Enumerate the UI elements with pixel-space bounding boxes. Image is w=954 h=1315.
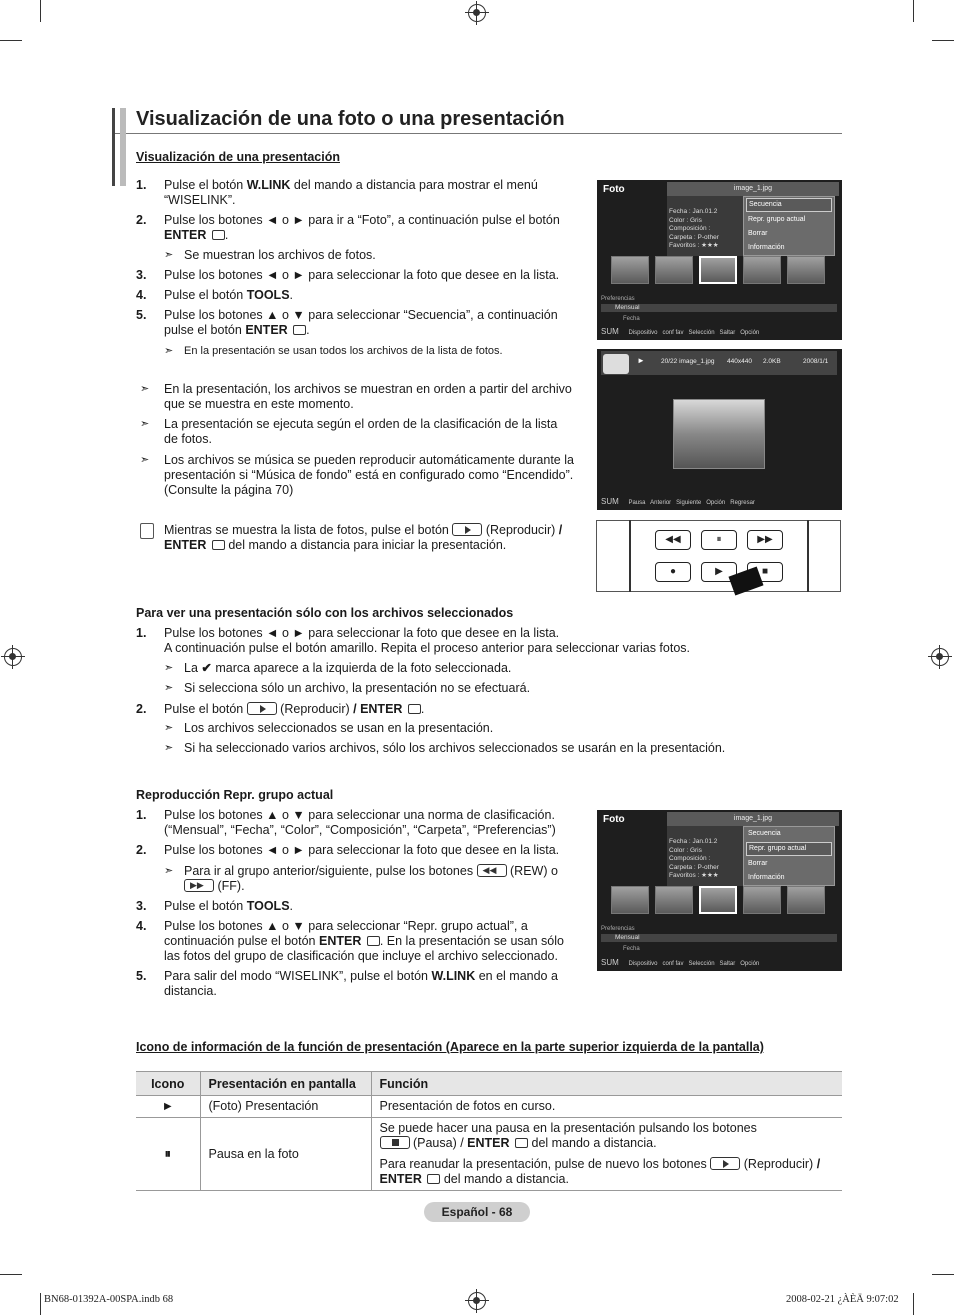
section-heading: Icono de información de la función de presentación (Aparece en la parte superior izquierda de la pantalla) — [136, 1040, 764, 1054]
menu-item[interactable]: Borrar — [748, 860, 768, 867]
thumbnail[interactable] — [655, 256, 693, 284]
crop-mark — [913, 0, 914, 22]
menu-item[interactable]: Secuencia — [746, 198, 832, 212]
section-heading: Para ver una presentación sólo con los archivos seleccionados — [136, 606, 514, 620]
page-title: Visualización de una foto o una presentación — [136, 108, 565, 130]
print-footer-left: BN68-01392A-00SPA.indb 68 — [44, 1294, 174, 1305]
thumbnail[interactable] — [743, 886, 781, 914]
thumbnail[interactable] — [611, 256, 649, 284]
record-button: ● — [655, 562, 691, 582]
section-heading: Reproducción Repr. grupo actual — [136, 788, 334, 802]
print-footer-right: 2008-02-21 ¿ÀÈÄ 9:07:02 — [786, 1294, 899, 1305]
thumbnail-strip — [611, 256, 829, 284]
slideshow-icon — [603, 354, 629, 374]
menu-item[interactable]: Secuencia — [748, 830, 781, 837]
pause-button: ⏸ — [701, 530, 737, 550]
screen-footer: SUM Dispositivo conf fav Selección Saltar Opción — [601, 327, 760, 336]
screen-footer: SUM Dispositivo conf fav Selección Saltar Opción — [601, 958, 760, 967]
section-heading: Visualización de una presentación — [136, 150, 340, 164]
crop-mark — [40, 1293, 41, 1315]
menu-item[interactable]: Borrar — [748, 230, 768, 237]
slideshow-photo — [673, 399, 765, 469]
remote-illustration — [596, 520, 841, 592]
play-icon: ► — [136, 1096, 200, 1118]
title-bar — [112, 108, 842, 134]
tv-screen-slideshow: ► 20/22 image_1.jpg 440x440 2.0KB 2008/1/1 SUM Pausa Anterior Siguiente Opción Regresar — [597, 349, 842, 510]
crop-mark — [40, 0, 41, 22]
tools-menu — [743, 826, 835, 886]
table-row: ► (Foto) Presentación Presentación de fotos en curso. — [136, 1096, 842, 1118]
menu-item[interactable]: Información — [748, 874, 785, 881]
menu-item[interactable]: Información — [748, 244, 785, 251]
thumbnail[interactable] — [743, 256, 781, 284]
thumbnail[interactable] — [611, 886, 649, 914]
crop-mark — [0, 1274, 22, 1275]
function-table — [136, 1071, 842, 1191]
registration-mark-icon — [468, 1292, 486, 1310]
rewind-button: ◀◀ — [655, 530, 691, 550]
thumbnail[interactable] — [787, 256, 825, 284]
thumbnail[interactable] — [699, 256, 737, 284]
fast-forward-button: ▶▶ — [747, 530, 783, 550]
stop-button: ■ — [747, 562, 783, 582]
registration-mark-icon — [468, 4, 486, 22]
tv-screen-photo-list: Foto image_1.jpg Fecha : Jan.01.2 Color : Gris Composición : Carpeta : P-other Favoritos : ★★★ Secuencia Repr. grupo actual Borrar Información Preferencias Mensual Fecha SUM Dispositivo conf fav Selección Saltar Opción — [597, 810, 842, 971]
crop-mark — [932, 1274, 954, 1275]
play-icon: ► — [637, 356, 645, 365]
photo-info: Fecha : Jan.01.2 Color : Gris Composición : Carpeta : P-other Favoritos : ★★★ — [669, 208, 719, 249]
thumbnail[interactable] — [699, 886, 737, 914]
screen-footer: SUM Pausa Anterior Siguiente Opción Regresar — [601, 497, 755, 506]
menu-item[interactable]: Repr. grupo actual — [746, 842, 832, 856]
table-header: Función — [371, 1072, 842, 1096]
page-number: Español - 68 — [424, 1202, 530, 1222]
thumbnail[interactable] — [787, 886, 825, 914]
thumbnail-strip — [611, 886, 829, 914]
note-icon — [140, 523, 154, 539]
pause-icon: ⏸ — [136, 1118, 200, 1191]
registration-mark-icon — [4, 648, 22, 666]
menu-item[interactable]: Repr. grupo actual — [748, 216, 806, 223]
table-header: Icono — [136, 1072, 200, 1096]
crop-mark — [932, 40, 954, 41]
registration-mark-icon — [931, 648, 949, 666]
title-decoration — [112, 108, 126, 186]
tv-screen-photo-list: Foto image_1.jpg Fecha : Jan.01.2 Color : Gris Composición : Carpeta : P-other Favoritos : ★★★ Secuencia Repr. grupo actual Borrar Información Preferencias Mensual Fecha SUM Dispositivo conf fav Selección Saltar Opción — [597, 180, 842, 340]
photo-info: Fecha : Jan.01.2 Color : Gris Composición : Carpeta : P-other Favoritos : ★★★ — [669, 838, 719, 879]
table-header: Presentación en pantalla — [200, 1072, 371, 1096]
crop-mark — [0, 40, 22, 41]
tools-menu — [743, 196, 835, 256]
crop-mark — [913, 1293, 914, 1315]
table-row: ⏸ Pausa en la foto Se puede hacer una pausa en la presentación pulsando los botones (Pausa) / ENTER del mando a distancia. Para reanudar la presentación, pulse de nuevo los botones (Reproducir) / ENTER del mando a distancia. — [136, 1118, 842, 1191]
thumbnail[interactable] — [655, 886, 693, 914]
play-button: ▶ — [701, 562, 737, 582]
